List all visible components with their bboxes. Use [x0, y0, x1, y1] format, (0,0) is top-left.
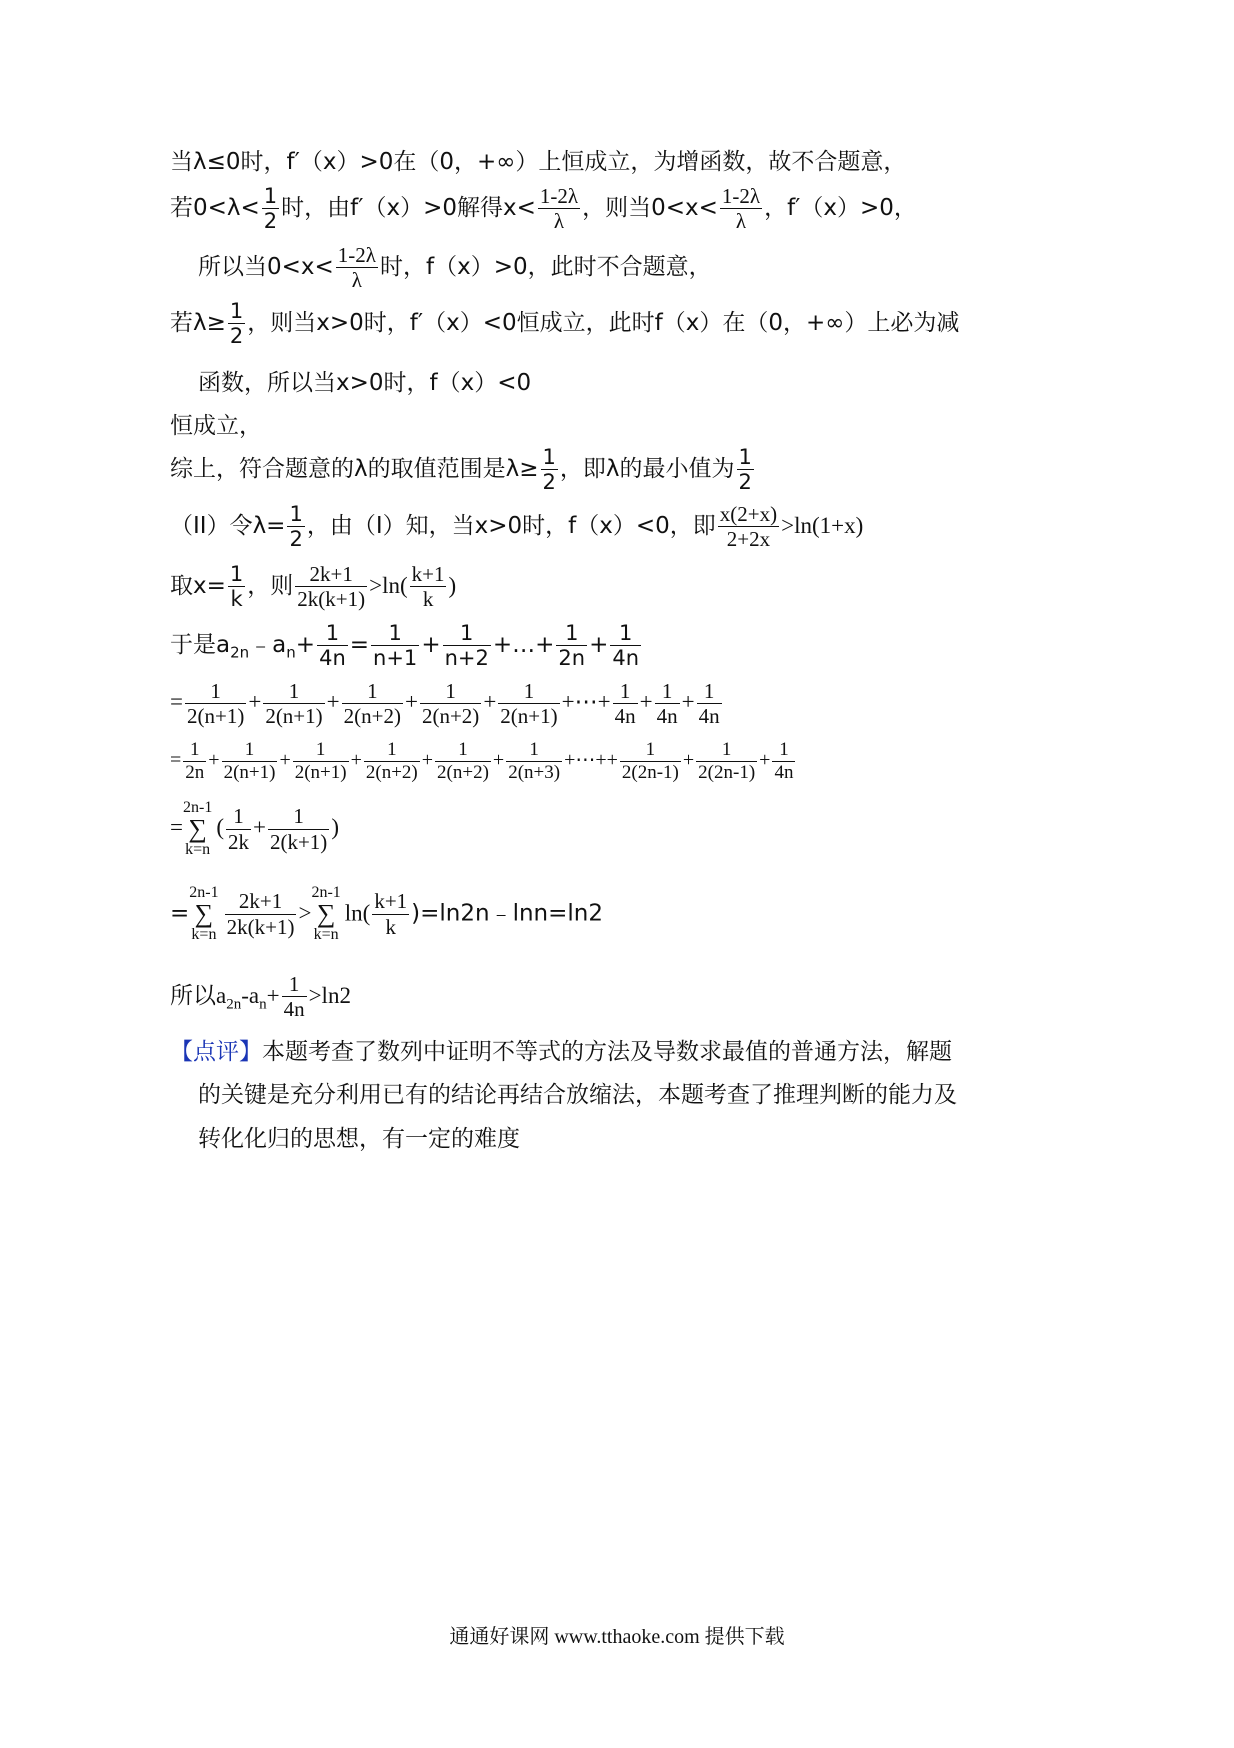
text: ): [331, 814, 339, 840]
text-line: [170, 680, 724, 727]
denominator: 2(n+2): [437, 761, 489, 783]
fraction: [772, 740, 795, 783]
denominator: 4n: [614, 704, 636, 729]
sigma-symbol: ∑: [316, 899, 336, 928]
text: +: [350, 749, 362, 772]
denominator: 2: [289, 527, 303, 552]
numerator: 1: [222, 740, 278, 762]
text-line: [170, 622, 643, 669]
sum-lower-limit: k=n: [191, 926, 217, 943]
text: =: [170, 749, 182, 772]
text: +: [492, 749, 505, 772]
numerator: 1: [696, 740, 757, 762]
numerator: 1: [289, 502, 303, 526]
fraction: [336, 244, 378, 291]
sigma-symbol: ∑: [188, 814, 207, 843]
numerator: 1: [556, 622, 587, 646]
text: >ln2: [308, 983, 351, 1009]
numerator: 1-2λ: [539, 184, 579, 208]
text: +: [681, 688, 695, 714]
fraction: [620, 740, 681, 783]
fraction: [262, 185, 279, 232]
fraction: [225, 890, 297, 937]
denominator: 2(n+3): [508, 761, 561, 783]
numerator: 1: [226, 805, 251, 829]
fraction: [342, 680, 403, 727]
denominator: 2(n+1): [500, 704, 558, 729]
denominator: k: [230, 587, 243, 612]
denominator: 4n: [774, 761, 794, 783]
fraction: [720, 185, 762, 232]
text: +⋯++: [564, 749, 618, 772]
text: +: [266, 983, 280, 1009]
denominator: 2n: [558, 646, 586, 671]
text: 本题考查了数列中证明不等式的方法及导数求最值的普通方法，解题: [262, 1039, 952, 1065]
text: +…+: [492, 632, 555, 659]
numerator: 1: [620, 740, 681, 762]
text: >ln(1+x): [781, 513, 864, 539]
text-line: [170, 503, 863, 550]
fraction: [372, 890, 409, 937]
fraction: [718, 503, 779, 550]
fraction: [737, 446, 754, 493]
fraction: [443, 622, 491, 669]
numerator: 1: [371, 622, 419, 646]
text: +: [421, 632, 441, 659]
fraction: [185, 680, 246, 727]
numerator: 1: [655, 680, 680, 704]
comment-tag: 【点评】: [170, 1039, 262, 1065]
text-line: [170, 800, 339, 858]
text: +: [421, 749, 434, 772]
fraction: [410, 563, 447, 610]
text: 所以当0<x<: [198, 254, 334, 281]
text: 取x=: [170, 573, 226, 600]
numerator: 1: [229, 299, 244, 323]
denominator: 2(n+2): [421, 704, 480, 729]
fraction: [498, 680, 559, 727]
numerator: x(2+x): [719, 502, 778, 526]
fraction: [364, 740, 420, 783]
text: +: [483, 688, 497, 714]
numerator: 1: [610, 622, 641, 646]
denominator: 2(n+1): [294, 761, 347, 783]
text: +: [326, 688, 340, 714]
text-line: [170, 407, 262, 440]
fraction: [287, 503, 304, 550]
denominator: 2: [542, 470, 556, 495]
fraction: [541, 446, 558, 493]
subscript: 2n: [226, 996, 242, 1013]
subscript: n: [286, 643, 296, 662]
comment-line: [198, 1076, 957, 1109]
text: ，则当0<x<: [582, 195, 718, 222]
text: >: [298, 900, 312, 926]
denominator: 2k(k+1): [226, 914, 295, 939]
denominator: λ: [553, 209, 565, 234]
numerator: k+1: [374, 889, 408, 914]
text: a: [216, 983, 227, 1009]
fraction: [263, 680, 324, 727]
text: =: [170, 900, 190, 927]
sum-upper-limit: 2n-1: [182, 799, 213, 816]
text: ): [448, 573, 457, 599]
text: 转化化归的思想，有一定的难度: [198, 1126, 520, 1152]
fraction: [295, 563, 367, 610]
summation: [311, 885, 340, 943]
denominator: 2k(k+1): [297, 587, 366, 612]
text: )=ln2n﹣lnn=ln2: [411, 900, 604, 927]
denominator: n+1: [373, 646, 418, 671]
page-footer: 通通好课网 www.tthaoke.com 提供下载: [449, 1626, 785, 1648]
numerator: 1: [498, 680, 559, 704]
fraction: [697, 680, 722, 727]
text: =: [170, 814, 183, 840]
numerator: k+1: [411, 562, 445, 586]
denominator: 2(n+2): [365, 761, 418, 783]
denominator: 4n: [698, 704, 720, 729]
text: （II）令λ=: [170, 513, 286, 540]
text: 于是a: [170, 632, 231, 659]
text: +: [682, 749, 695, 772]
text-line: [198, 364, 531, 397]
sum-lower-limit: k=n: [185, 841, 211, 858]
fraction: [610, 622, 641, 669]
comment-line: [170, 1033, 952, 1066]
numerator: 1: [229, 562, 244, 586]
text: 时，f（x）>0，此时不合题意，: [379, 254, 712, 281]
fraction: [293, 740, 349, 783]
denominator: 4n: [319, 646, 346, 671]
text: 函数，所以当x>0时，f（x）<0: [198, 370, 532, 396]
text: +: [589, 632, 609, 659]
subscript: 2n: [230, 643, 250, 662]
text: 的关键是充分利用已有的结论再结合放缩法，本题考查了推理判断的能力及: [198, 1082, 957, 1108]
text: ，即λ的最小值为: [559, 456, 735, 483]
denominator: 2k: [227, 829, 249, 854]
text: 时，由f′（x）>0解得x<: [281, 195, 536, 222]
fraction: [226, 805, 251, 852]
text: =: [170, 688, 183, 714]
denominator: 2n: [185, 761, 205, 783]
denominator: 4n: [656, 704, 678, 729]
text: =: [349, 632, 370, 659]
text: (: [216, 814, 224, 840]
text-line: [170, 185, 917, 232]
fraction: [371, 622, 419, 669]
denominator: 2(2n-1): [621, 761, 679, 783]
text: +: [404, 688, 418, 714]
text: +: [759, 749, 771, 772]
summation: [183, 800, 212, 858]
text: ln(: [344, 900, 371, 926]
numerator: 1-2λ: [721, 184, 761, 208]
text: ，f′（x）>0，: [764, 195, 917, 222]
text: 综上，符合题意的λ的取值范围是λ≥: [170, 456, 539, 483]
denominator: 2(k+1): [269, 829, 328, 854]
numerator: 1-2λ: [337, 243, 376, 267]
subscript: n: [259, 996, 267, 1013]
text: 若λ≥: [170, 310, 226, 337]
denominator: λ: [351, 268, 362, 293]
sum-upper-limit: 2n-1: [189, 884, 219, 901]
text: 当λ≤0时，f′（x）>0在（0，+∞）上恒成立，为增函数，故不合题意，: [170, 149, 907, 175]
text: +: [639, 688, 653, 714]
text-line: [170, 300, 959, 347]
text: 若0<λ<: [170, 195, 260, 222]
fraction: [613, 680, 638, 727]
denominator: 4n: [612, 646, 640, 671]
fraction: [317, 622, 348, 669]
numerator: 1: [263, 184, 278, 208]
text: >ln(: [369, 573, 408, 599]
denominator: 4n: [283, 997, 305, 1022]
fraction: [183, 740, 206, 783]
fraction: [228, 300, 245, 347]
denominator: 2(n+1): [186, 704, 245, 729]
fraction: [696, 740, 757, 783]
text: +: [295, 632, 316, 659]
numerator: 1: [772, 740, 795, 762]
fraction: [556, 622, 587, 669]
numerator: 1: [268, 805, 329, 829]
fraction: [228, 563, 245, 610]
denominator: 2(n+1): [223, 761, 276, 783]
numerator: 1: [342, 680, 403, 704]
text: +: [208, 749, 220, 772]
numerator: 1: [542, 445, 556, 469]
denominator: λ: [735, 209, 747, 234]
denominator: 2: [738, 470, 752, 495]
denominator: 2: [263, 209, 278, 234]
text: +⋯+: [561, 688, 611, 714]
fraction: [435, 740, 491, 783]
numerator: 1: [420, 680, 481, 704]
numerator: 1: [293, 740, 349, 762]
fraction: [506, 740, 562, 783]
denominator: 2(2n-1): [698, 761, 756, 783]
numerator: 1: [506, 740, 562, 762]
text-line: [170, 973, 351, 1020]
numerator: 1: [613, 680, 638, 704]
fraction: [420, 680, 481, 727]
text: +: [279, 749, 291, 772]
fraction: [538, 185, 580, 232]
numerator: 2k+1: [295, 563, 367, 587]
numerator: 1: [263, 680, 324, 704]
numerator: 1: [183, 740, 206, 762]
numerator: 1: [738, 445, 752, 469]
sum-upper-limit: 2n-1: [311, 884, 341, 901]
text: -a: [241, 983, 260, 1009]
text: 所以: [170, 983, 216, 1010]
text: ﹣a: [249, 632, 287, 659]
text-line: [170, 885, 603, 943]
numerator: 1: [282, 973, 307, 997]
comment-line: [198, 1120, 520, 1153]
numerator: 1: [443, 622, 491, 646]
text: 恒成立，: [170, 413, 262, 439]
text: +: [248, 688, 262, 714]
denominator: 2(n+1): [265, 704, 323, 729]
numerator: 1: [435, 740, 491, 762]
numerator: 2k+1: [225, 890, 297, 914]
denominator: 2+2x: [726, 527, 771, 552]
denominator: 2: [229, 324, 244, 349]
text: ，则当x>0时，f′（x）<0恒成立，此时f（x）在（0，+∞）上必为减: [247, 310, 960, 337]
denominator: 2(n+2): [343, 704, 401, 729]
text: ，则: [247, 573, 294, 600]
numerator: 1: [364, 740, 420, 762]
text-line: [170, 143, 906, 176]
text: +: [252, 814, 266, 840]
numerator: 1: [317, 622, 348, 646]
text-line: [170, 446, 756, 493]
denominator: k: [422, 587, 434, 612]
text-line: [170, 740, 797, 783]
text-line: [170, 563, 456, 610]
sigma-symbol: ∑: [194, 899, 214, 928]
text-line: [198, 244, 712, 291]
summation: [189, 885, 218, 943]
fraction: [282, 973, 307, 1020]
text: ，由（I）知，当x>0时，f（x）<0，即: [306, 513, 716, 540]
denominator: n+2: [444, 646, 489, 671]
sum-lower-limit: k=n: [313, 926, 339, 943]
numerator: 1: [697, 680, 722, 704]
fraction: [222, 740, 278, 783]
denominator: k: [385, 914, 396, 939]
numerator: 1: [185, 680, 246, 704]
fraction: [268, 805, 329, 852]
fraction: [655, 680, 680, 727]
